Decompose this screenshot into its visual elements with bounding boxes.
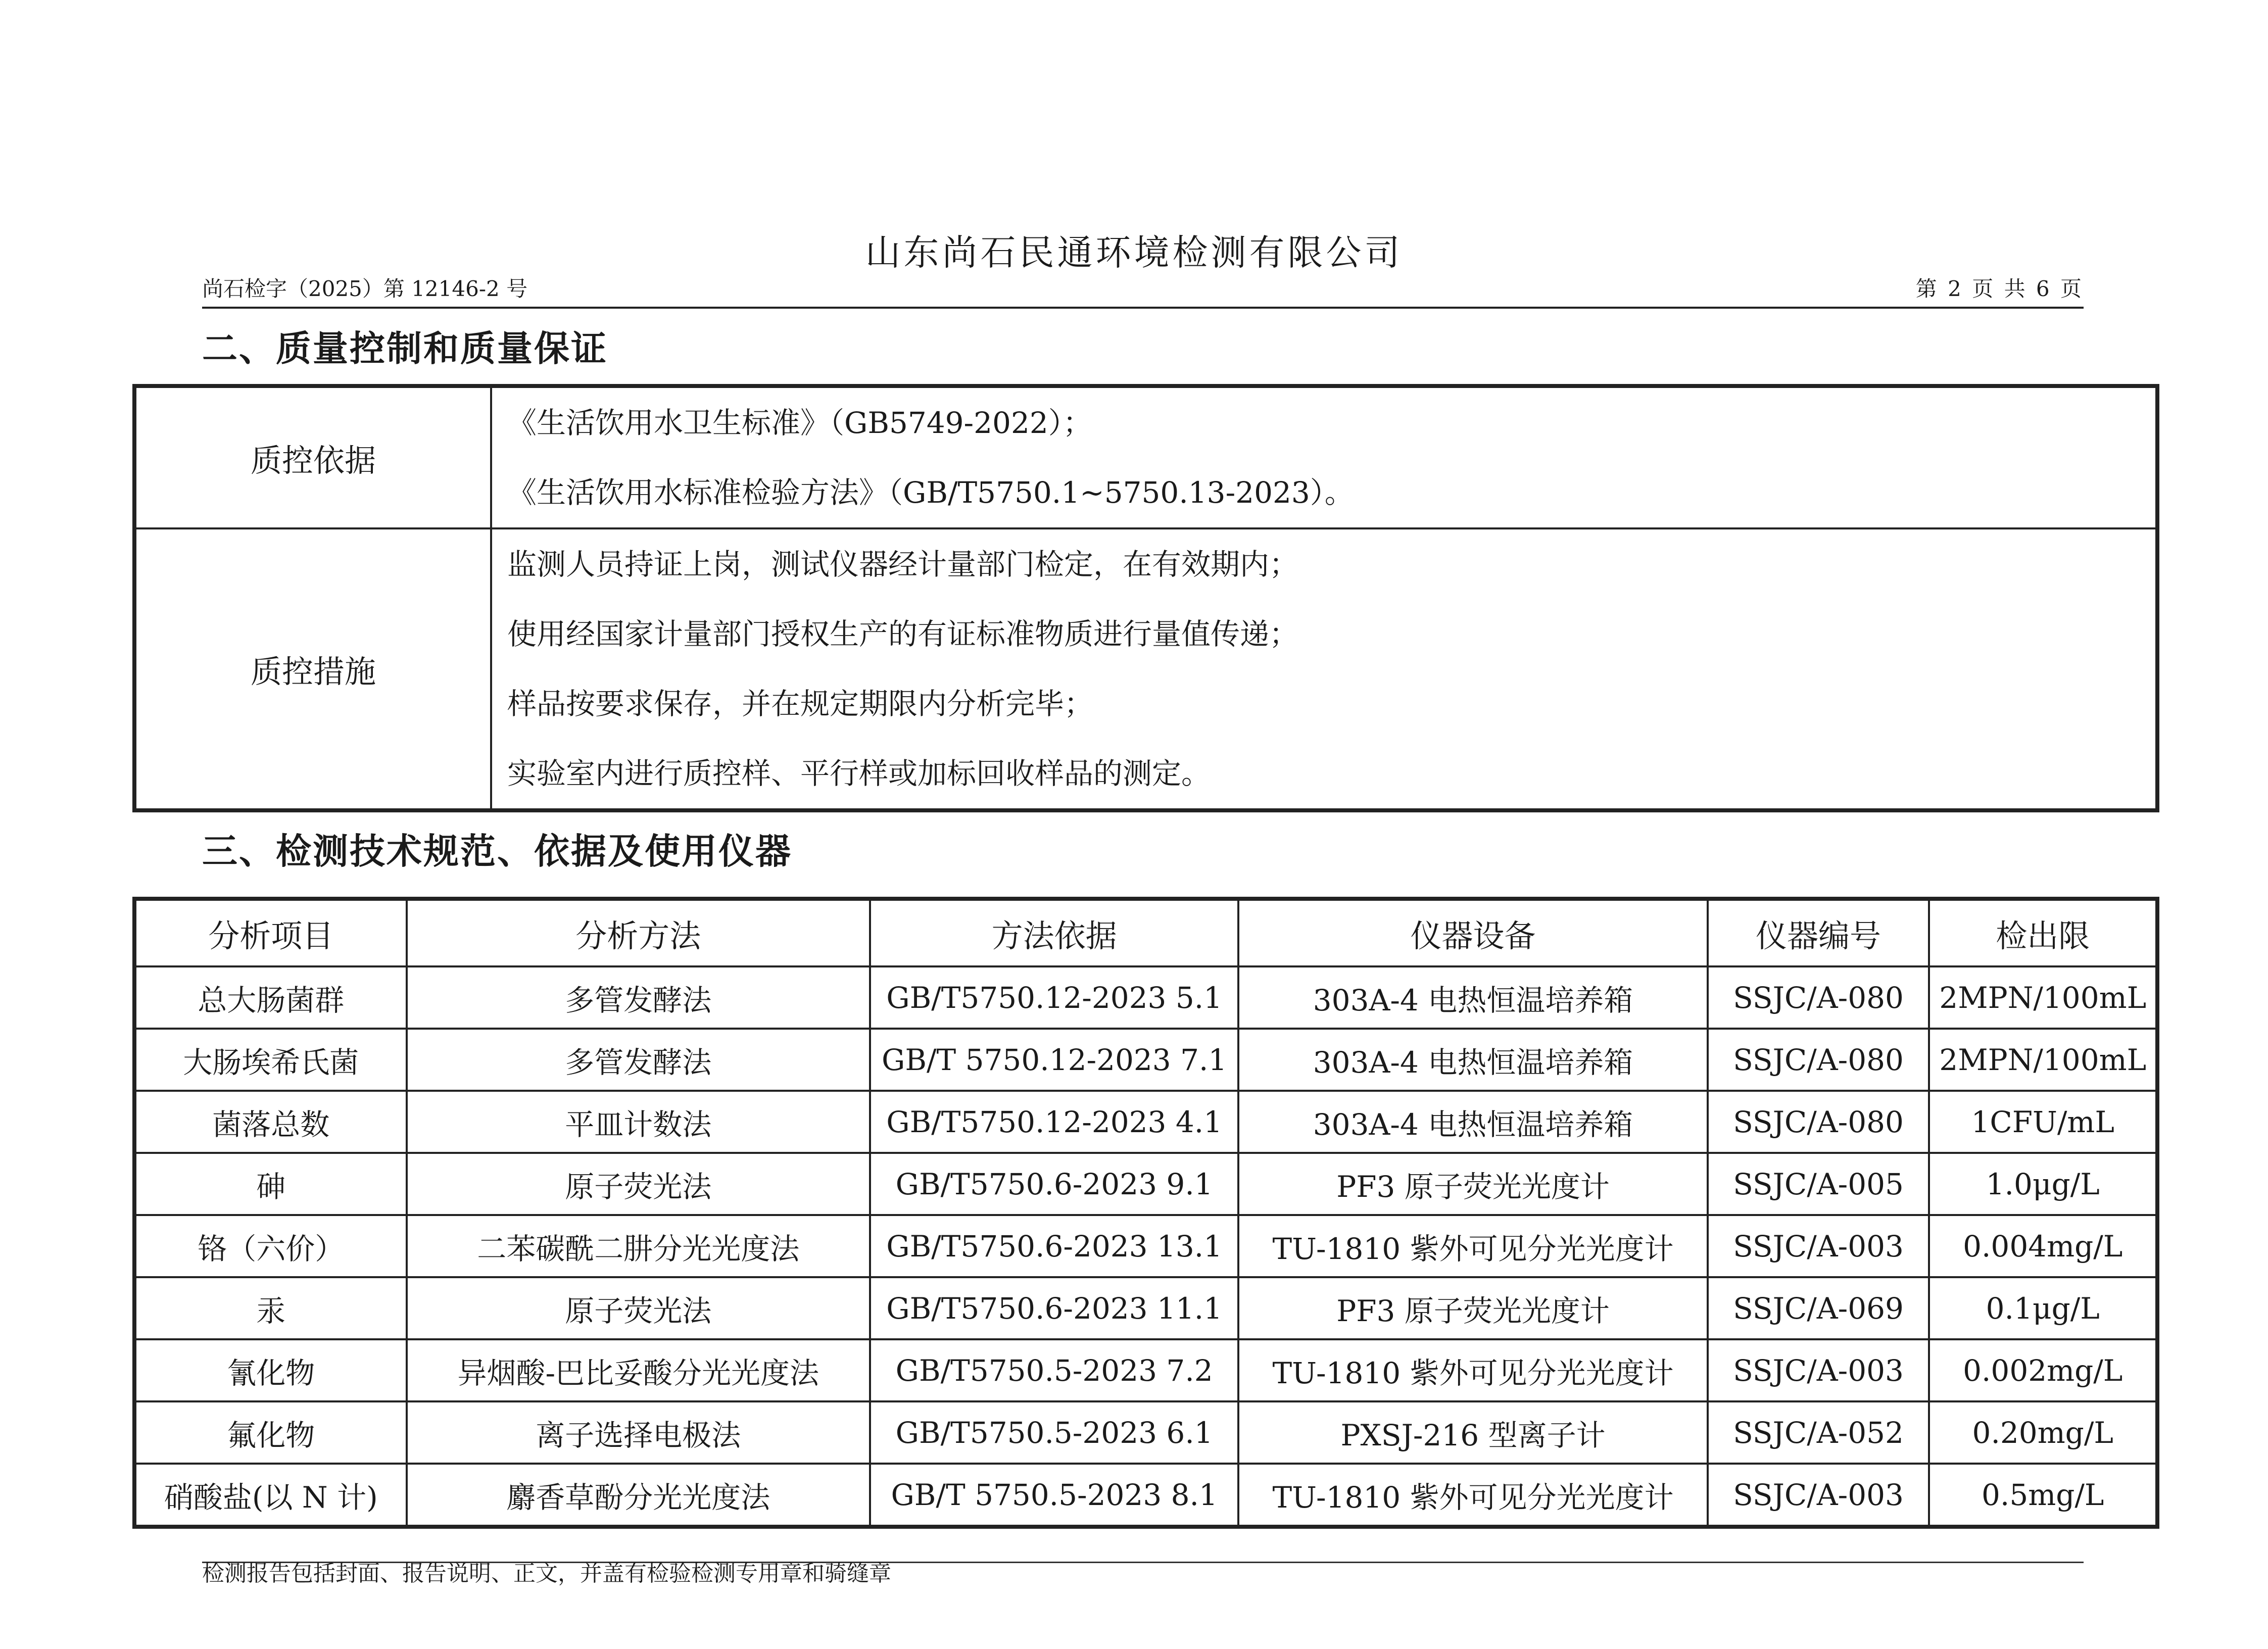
column-header: 分析方法: [407, 899, 870, 966]
cell-instrument: TU-1810 紫外可见分光光度计: [1238, 1464, 1707, 1527]
column-header: 分析项目: [134, 899, 407, 966]
qc-label-measures: 质控措施: [134, 528, 491, 810]
cell-instrument: TU-1810 紫外可见分光光度计: [1238, 1339, 1707, 1401]
cell-instrument-id: SSJC/A-003: [1708, 1464, 1929, 1527]
cell-instrument-id: SSJC/A-069: [1708, 1277, 1929, 1339]
cell-method: 二苯碳酰二肼分光光度法: [407, 1215, 870, 1277]
qc-basis-line: 《生活饮用水卫生标准》（GB5749-2022）；: [507, 406, 1092, 440]
cell-standard: GB/T5750.6-2023 9.1: [870, 1153, 1238, 1215]
qc-measure-line: 监测人员持证上岗，测试仪器经计量部门检定，在有效期内；: [507, 547, 1299, 581]
cell-standard: GB/T5750.12-2023 4.1: [870, 1091, 1238, 1153]
company-name: 山东尚石民通环境检测有限公司: [865, 232, 1403, 273]
column-header: 方法依据: [870, 899, 1238, 966]
quality-control-table: [132, 384, 2159, 812]
cell-item: 总大肠菌群: [134, 966, 407, 1029]
cell-method: 离子选择电极法: [407, 1401, 870, 1464]
qc-content-basis: [491, 386, 2157, 528]
cell-instrument: PF3 原子荧光光度计: [1238, 1277, 1707, 1339]
cell-item: 氰化物: [134, 1339, 407, 1401]
cell-item: 硝酸盐(以 N 计): [134, 1464, 407, 1527]
table-row: [134, 1339, 2157, 1401]
cell-detection-limit: 2MPN/100mL: [1929, 1029, 2157, 1091]
cell-standard: GB/T5750.12-2023 5.1: [870, 966, 1238, 1029]
report-number: 尚石检字（2025）第 12146-2 号: [202, 276, 528, 301]
cell-method: 原子荧光法: [407, 1277, 870, 1339]
cell-item: 铬（六价）: [134, 1215, 407, 1277]
table-row: [134, 386, 2157, 528]
cell-item: 菌落总数: [134, 1091, 407, 1153]
column-header: 仪器编号: [1708, 899, 1929, 966]
column-header: 仪器设备: [1238, 899, 1707, 966]
cell-detection-limit: 2MPN/100mL: [1929, 966, 2157, 1029]
cell-standard: GB/T5750.5-2023 6.1: [870, 1401, 1238, 1464]
table-row: [134, 1091, 2157, 1153]
cell-instrument: 303A-4 电热恒温培养箱: [1238, 966, 1707, 1029]
cell-method: 多管发酵法: [407, 966, 870, 1029]
qc-basis-line: 《生活饮用水标准检验方法》（GB/T5750.1~5750.13-2023）。: [507, 475, 1354, 510]
cell-standard: GB/T 5750.12-2023 7.1: [870, 1029, 1238, 1091]
section3-title: 三、检测技术规范、依据及使用仪器: [202, 831, 792, 872]
cell-instrument-id: SSJC/A-080: [1708, 1029, 1929, 1091]
cell-standard: GB/T5750.6-2023 11.1: [870, 1277, 1238, 1339]
cell-instrument: 303A-4 电热恒温培养箱: [1238, 1029, 1707, 1091]
cell-instrument: TU-1810 紫外可见分光光度计: [1238, 1215, 1707, 1277]
table-row: [134, 1153, 2157, 1215]
cell-method: 异烟酸-巴比妥酸分光光度法: [407, 1339, 870, 1401]
footer-note: 检测报告包括封面、报告说明、正文，并盖有检验检测专用章和骑缝章: [202, 1561, 891, 1586]
cell-method: 麝香草酚分光光度法: [407, 1464, 870, 1527]
table-row: [134, 966, 2157, 1029]
cell-detection-limit: 1CFU/mL: [1929, 1091, 2157, 1153]
cell-detection-limit: 0.5mg/L: [1929, 1464, 2157, 1527]
table-row: [134, 1029, 2157, 1091]
cell-instrument: 303A-4 电热恒温培养箱: [1238, 1091, 1707, 1153]
cell-standard: GB/T5750.5-2023 7.2: [870, 1339, 1238, 1401]
cell-detection-limit: 0.004mg/L: [1929, 1215, 2157, 1277]
methods-instruments-table: [132, 897, 2159, 1529]
cell-method: 平皿计数法: [407, 1091, 870, 1153]
section2-title: 二、质量控制和质量保证: [202, 328, 608, 369]
cell-method: 多管发酵法: [407, 1029, 870, 1091]
cell-instrument-id: SSJC/A-003: [1708, 1339, 1929, 1401]
cell-detection-limit: 0.20mg/L: [1929, 1401, 2157, 1464]
cell-detection-limit: 0.1μg/L: [1929, 1277, 2157, 1339]
cell-instrument-id: SSJC/A-052: [1708, 1401, 1929, 1464]
qc-measure-line: 使用经国家计量部门授权生产的有证标准物质进行量值传递；: [507, 617, 1299, 651]
table-row: [134, 1464, 2157, 1527]
table-row: [134, 1401, 2157, 1464]
cell-instrument: PXSJ-216 型离子计: [1238, 1401, 1707, 1464]
cell-item: 砷: [134, 1153, 407, 1215]
cell-standard: GB/T 5750.5-2023 8.1: [870, 1464, 1238, 1527]
table-row: [134, 1215, 2157, 1277]
column-header: 检出限: [1929, 899, 2157, 966]
table-row: [134, 1277, 2157, 1339]
cell-instrument-id: SSJC/A-005: [1708, 1153, 1929, 1215]
cell-item: 大肠埃希氏菌: [134, 1029, 407, 1091]
cell-instrument-id: SSJC/A-080: [1708, 966, 1929, 1029]
qc-measure-line: 实验室内进行质控样、平行样或加标回收样品的测定。: [507, 756, 1211, 791]
qc-label-basis: 质控依据: [134, 386, 491, 528]
header-rule: [202, 307, 2084, 309]
cell-instrument-id: SSJC/A-080: [1708, 1091, 1929, 1153]
cell-item: 汞: [134, 1277, 407, 1339]
cell-item: 氟化物: [134, 1401, 407, 1464]
table-row: [134, 528, 2157, 810]
page-number: 第 2 页 共 6 页: [1915, 276, 2084, 301]
qc-content-measures: [491, 528, 2157, 810]
cell-method: 原子荧光法: [407, 1153, 870, 1215]
cell-instrument-id: SSJC/A-003: [1708, 1215, 1929, 1277]
table-header-row: [134, 899, 2157, 966]
cell-detection-limit: 1.0μg/L: [1929, 1153, 2157, 1215]
cell-standard: GB/T5750.6-2023 13.1: [870, 1215, 1238, 1277]
qc-measure-line: 样品按要求保存，并在规定期限内分析完毕；: [507, 687, 1094, 721]
cell-instrument: PF3 原子荧光光度计: [1238, 1153, 1707, 1215]
cell-detection-limit: 0.002mg/L: [1929, 1339, 2157, 1401]
